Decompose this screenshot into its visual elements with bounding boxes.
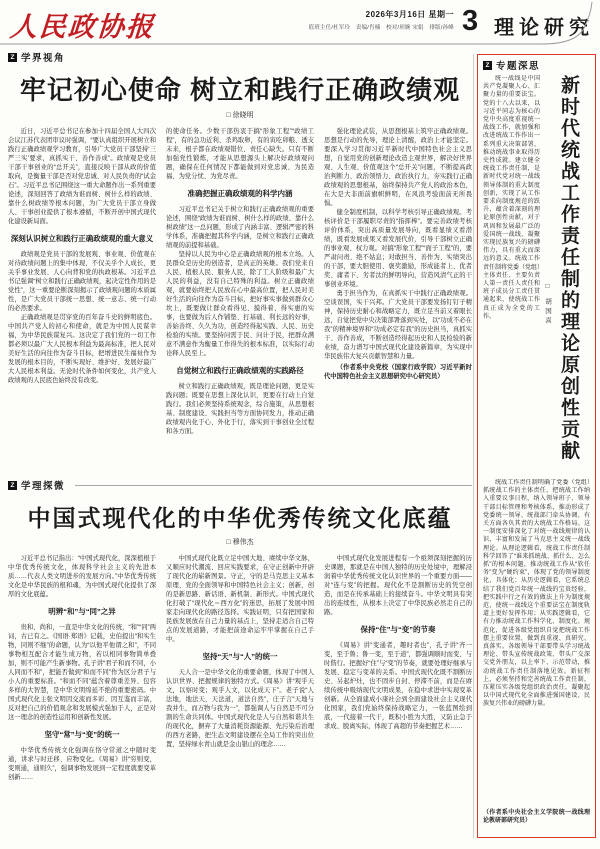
article-bottom-columns [8,554,472,849]
page-number: 3 [462,5,479,37]
section-title: 理论研究 [494,17,594,39]
article-sidebar [477,54,596,838]
kicker-rule [75,485,472,486]
sidebar-author-affiliation-note: （作者系中央社会主义学院统一战线理论教研部研究员） [483,810,590,824]
paragraph: 统一战线是中国共产党凝聚人心、汇聚力量的重要法宝。党的十八大以来，以习近平同志为核心的党中央高度重视统一战线工作，就加强和改进统战工作作出一系列重大决策部署，推动统战事业取得历史性成就。建立健全统战工作责任制，是新时代党对统一战线领导体制的重大制度创新，实现了从工作要求向制度规范的跃升，蕴含着深刻的理论原创性贡献，对于巩固和发展最广泛的爱国统一战线、凝聚实现民族复兴的磅礴伟力，具有重大而深远的意义。统战工作责任制将党委（党组）主体责任、主要负责人第一责任人责任和班子成员分工责任贯通起来，使统战工作真正成为全党的工作。 [483,76,540,320]
subhead: 坚守“常”与“变”的统一 [44,730,120,739]
page-header [0,0,600,47]
paragraph: 中华优秀传统文化强调在恪守常道之中随时变通，讲求与时迁移、应物变化。《周易》讲“穷则变，变则通，通则久”，强调事物发展到一定程度就要变革创新…… [8,747,156,781]
article-main-author: □ 徐晓明 [226,112,254,119]
paragraph: 正确政绩观是贯穿党的百年奋斗史的鲜明底色。中国共产党人的初心和使命，就是为中国人民谋幸福，为中华民族谋复兴。这决定了我们党的一切工作都必须以最广大人民根本利益为最高标准，把人民对美好生活的向往作为奋斗目标，把增进民生福祉作为发展的根本目的，不断实现好、维护好、发展好最广大人民根本利益。无论时代条件如何变化，共产党人政绩观的人民底色始终没有改变。 [8,314,156,384]
kicker-zhuanti [483,59,590,71]
subhead: 准确把握正确政绩观的科学内涵 [187,189,293,198]
article-bottom-headline: 中国式现代化的中华优秀传统文化底蕴 [27,506,453,531]
sidebar-body-bottom [483,479,590,805]
subhead: 明辨“和”与“同”之异 [48,607,116,616]
paragraph: 《周易》讲“变通者，趣时者也”，孔子讲“齐一变，至于鲁；鲁一变，至于道”，都强调顺时而变、与时偕行。把握好“住”与“变”的节奏，就要处理好继承与发展、稳定与变革的关系。中国式现代化既不割断历史、另起炉灶，也不固步自封、停滞不前，而是在赓续传统中吸纳现代文明成果，在稳中求进中实现变革创新。从全面建成小康社会到全面建设社会主义现代化国家，我们党始终保持战略定力，一张蓝图绘到底，一代接着一代干，既积小胜为大胜，又防止急于求成、脱离实际，体现了高超的节奏把握艺术…… [324,642,472,730]
article-bottom-author: □ 穆伟杰 [226,539,254,546]
sidebar-body-column [483,75,540,473]
paragraph: 健全制度机制，以科学考核引导正确政绩观。考核评价是干部履职尽责的“指挥棒”。要完善政绩考核评价体系，突出高质量发展导向，既看显绩又看潜绩，既看发展成果又看发展代价，引导干部树立正确的事业观、权力观。对搞“形象工程”“面子工程”的，要严肃问责、绝不姑息；对敢担当、善作为、实绩突出的干部，要大胆使用、褒奖激励，形成能者上、优者奖、庸者下、劣者汰的鲜明导向，营造风清气正的干事创业环境。 [324,209,472,288]
column-2 [166,127,314,485]
issue-date: 2026年3月16日 星期一 [365,10,454,19]
paragraph: 中国式现代化既立足中国大地、赓续中华文脉，又顺应时代潮流、回应实践要求，在守正创新中开辟了现代化的崭新图景。守正，守的是马克思主义基本原理、党的全面领导和中国特色社会主义；创新，创的是新思路、新话语、新机制、新形式。中国式现代化打破了“现代化＝西方化”的迷思，拓展了发展中国家走向现代化的路径选择。实践证明，只有把国家和民族发展放在自己力量的基点上，坚持走适合自己特点的发展道路，才能把前途命运牢牢掌握在自己手中。 [166,555,314,643]
paragraph: 近日，习近平总书记在参加十四届全国人大四次会议江苏代表团审议时强调，“要认真组织开展树立和践行正确政绩观学习教育，引导广大党员干部坚持‘三严三实’要求，真抓实干、善作善成”。政绩观是党员干部干事创业的“总开关”，直接反映干部从政的价值取向，是衡量干部是否对党忠诚、对人民负责的“试金石”。习近平总书记围绕这一重大命题作出一系列重要论述，深刻回答了政绩为谁而树、树什么样的政绩、靠什么树政绩等根本问题，为广大党员干部立身做人、干事创业提供了根本遵循，不断开创中国式现代化建设新局面。 [8,128,156,225]
paragraph: 树立和践行正确政绩观，既是理论问题，更是实践问题；既要在思想上深化认识，更要在行动上自觉践行。我们必须坚持系统观念，综合施策，从思想根基、制度建设、实践担当等方面协同发力，推动正确政绩观内化于心、外化于行，落实到干事创业全过程和各方面。 [166,383,314,435]
column-2 [166,554,314,849]
article-bottom [8,479,472,849]
masthead-title: 人民政协报 [8,12,156,42]
paragraph: 强化理论武装，从思想根基上筑牢正确政绩观。思想是行动的先导，理论上清醒，政治上才能坚定。要深入学习贯彻习近平新时代中国特色社会主义思想，自觉用党的创新理论改造主观世界，解决好世界观、人生观、价值观这个“总开关”问题，不断提高政治判断力、政治领悟力、政治执行力，夯实践行正确政绩观的思想根基，始终保持共产党人的政治本色，在大是大非面前旗帜鲜明，在风浪考验面前无所畏惧。 [324,128,472,207]
subhead: 自觉树立和践行正确政绩观的实践路径 [176,366,304,375]
paragraph: 政绩观是党员干部的发展观、事业观、价值观在对待政绩问题上的集中体现，不仅关乎个人成长，更关乎事业发展、人心向背和党的执政根基。习近平总书记强调“树立和践行正确政绩观，起决定性作用的是党性”，这一重要论断深刻揭示了政绩观问题的本质属性，是广大党员干部统一思想、统一意志、统一行动的必然要求。 [8,251,156,312]
paragraph: 天人合一是中华文化的重要命题，体现了中国人认识世界、把握规律的独特方式。《周易》讲“观乎天文，以察时变；观乎人文，以化成天下”。老子说“人法地，地法天，天法道，道法自然”，庄子言“天地与我并生，而万物与我为一”，都强调人与自然是不可分割的生命共同体。中国式现代化是人与自然和谐共生的现代化，摒弃了大量消耗资源能源、先污染后治理的西方老路，把生态文明建设摆在全局工作的突出位置，坚持绿水青山就是金山银山的理念…… [166,669,314,748]
sidebar-author-vertical: □ 胡国喜 [544,283,551,327]
kicker-label: 学界视角 [21,53,66,64]
kicker-label: 专题深思 [496,61,541,72]
subhead: 坚持“天”与“人”的统一 [202,652,278,661]
paragraph: 统战工作责任制明确了党委（党组）抓统战工作的主体责任，把统战工作纳入重要议事日程，纳入领导班子、领导干部目标管理和考核体系，推动形成了党委统一领导、统战部门牵头协调、有关方面各负其责的大统战工作格局。这一制度安排深化了对统一战线规律的认识，丰富和发展了马克思主义统一战线理论。从理论逻辑看，统战工作责任制科学回答了“谁来抓统战、抓什么、怎么抓”的根本问题，推动统战工作从“软任务”变为“硬约束”，体现了党的领导制度化、具体化；从历史逻辑看，它系统总结了我们党百年统一战线的宝贵经验，把实践中行之有效的做法上升为制度规范，使统一战线这个重要法宝在制度轨道上更好发挥作用；从实践逻辑看，它有力推动统战工作科学化、制度化、规范化，促进各级党组织自觉把统战工作摆上重要位置，做到真重视、真研究、真落实。各级领导干部要带头学习统战理论、带头宣传统战政策、带头广交深交党外朋友，以上率下、示范带动，推动统战工作责任制落地见效。新征程上，必须坚持和完善统战工作责任制，压紧压实各级党组织政治责任，凝聚起以中国式现代化全面推进强国建设、民族复兴伟业的磅礴力量。 [483,480,590,708]
paragraph: 贵和、尚和，一直是中华文化的传统，“和”“同”两词，古已有之。《国语·郑语》记载，史伯提出“和实生物，同则不继”的命题，认为“以他平他谓之和”，不同事物相互配合才能生成万物，若以相同事物简单叠加，则不可能产生新事物。孔子讲“君子和而不同，小人同而不和”，把能否做到“和而不同”作为区分君子与小人的重要标准。“和而不同”蕴含着尊重差异、包容多样的大智慧，是中华文明绵延不绝的重要密码。中国式现代化主张文明因交流而多彩、因互鉴而丰富，反对把自己的价值观念和发展模式强加于人，正是对这一理念的创造性运用和创新性发展。 [8,624,156,721]
kicker-label: 学理探微 [21,481,66,492]
subhead: 保持“住”与“变”的节奏 [360,625,436,634]
article-main-columns [8,127,472,485]
kicker-logo-icon: Z [8,481,17,490]
paragraph: 中国式现代化发展进程有一个亟须深刻把握的历史课题，那就是在中国人独特的历史处境中，理解浸润着中华优秀传统文化认识世界的一个重要方面——对“连与变”的把握。现代化不是割断历史的凭空创造，而是在传承基础上的接续奋斗。中华文明具有突出的连续性，从根本上决定了中华民族必然走自己的路。 [324,555,472,616]
sidebar-top-section [483,75,590,473]
subhead: 深刻认识树立和践行正确政绩观的重大意义 [10,234,154,243]
column-1 [8,554,156,849]
paragraph: 坚持以人民为中心是正确政绩观的根本立场。人民群众是历史的创造者，是真正的英雄。我们党来自人民、植根人民、服务人民，除了工人阶级和最广大人民的利益，没有自己特殊的利益。树立正确政绩观，就要始终把人民放在心中最高位置，把人民对美好生活的向往作为奋斗目标，把好事实事做到群众心坎上，既要做让群众看得见、摸得着、得实惠的实事，也要做为后人作铺垫、打基础、利长远的好事，善始善终、久久为功，创造经得起实践、人民、历史检验的实绩。要坚持问需于民、问计于民，把群众满意不满意作为衡量工作得失的根本标准，以实际行动诠释人民至上。 [166,251,314,357]
kicker-xueli [8,479,472,491]
column-1 [8,127,156,485]
column-3 [324,127,472,485]
paragraph: 的使命任务。少数干部热衷于搞“形象工程”“政绩工程”，有的急功近利、杀鸡取卵，有的寅吃卯粮、透支未来，根子都在政绩观错位、责任心缺失。只有不断加强党性锻炼，才能从思想源头上解决好政绩观问题，确保在任何情况下都能做到对党忠诚、为民造福、为党分忧、为党尽责。 [166,128,314,180]
paragraph: 勇于担当作为，在真抓实干中践行正确政绩观。空谈误国，实干兴邦。广大党员干部要发扬钉钉子精神，保持历史耐心和战略定力，既立足当前又着眼长远，自觉把党中央决策部署落到实处，以“功成不必在我”的精神境界和“功成必定有我”的历史担当，真抓实干、善作善成，不断创造经得起历史和人民检验的新业绩，奋力谱写中国式现代化建设新篇章，为实现中华民族伟大复兴贡献智慧和力量。 [324,290,472,360]
column-3 [324,554,472,849]
paragraph: 习近平总书记指出：“中国式现代化，深深植根于中华优秀传统文化，体现科学社会主义的先进本质……代表人类文明进步的发展方向。”中华优秀传统文化是中华民族的根和魂，为中国式现代化提供了深厚的文化底蕴。 [8,555,156,598]
sidebar-headline-vertical: 新时代统战工作责任制的理论原创性贡献 [558,75,579,462]
article-main [8,51,472,485]
staff-credits: 值班主任/杜军玲 责编/肖楠 校对/顼婉 宋娟 排版/孙峰 [308,25,454,31]
kicker-xuejie [8,51,472,63]
paragraph: 习近平总书记关于树立和践行正确政绩观的重要论述，围绕“政绩为谁而树、树什么样的政绩、靠什么树政绩”这一总问题，形成了内涵丰富、逻辑严密的科学体系，准确把握其科学内涵，是树立和践行正确政绩观的前提和基础。 [166,206,314,249]
article-main-headline: 牢记初心使命 树立和践行正确政绩观 [19,75,461,105]
kicker-logo-icon: Z [483,61,492,70]
kicker-logo-icon: Z [8,53,17,62]
author-affiliation-note: （作者系中央党校（国家行政学院）习近平新时代中国特色社会主义思想研究中心研究员） [324,364,472,380]
header-rule-curve [0,0,600,47]
vertical-divider [473,54,474,838]
